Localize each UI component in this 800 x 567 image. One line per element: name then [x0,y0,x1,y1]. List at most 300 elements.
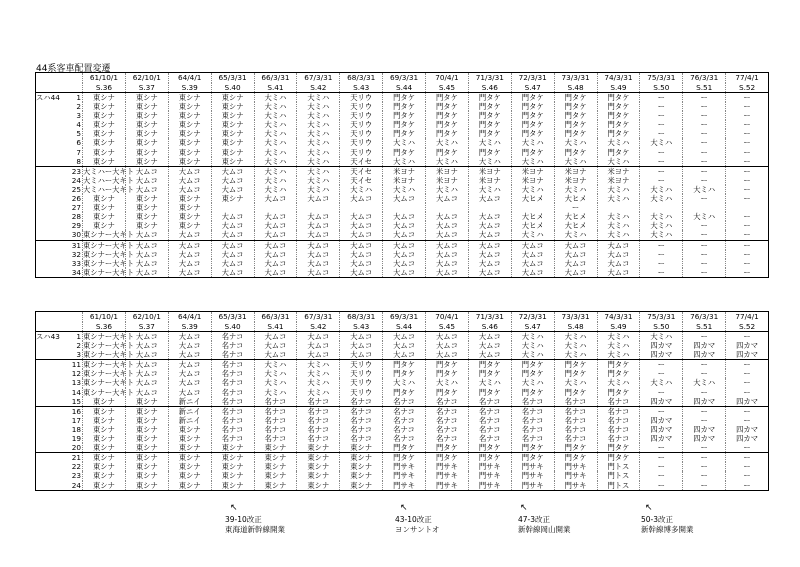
column-header-date: 69/3/31 [383,312,426,322]
assignment-cell: 東シナ [83,138,126,147]
assignment-cell: 東シナ [168,157,211,167]
assignment-cell: 門タケ [554,102,597,111]
assignment-cell: 東シナ [83,462,126,471]
column-header-date: 61/10/1 [83,312,126,322]
assignment-cell: 大ムコ [340,221,383,230]
assignment-cell: 大ミハ [297,185,340,194]
column-header-era: S.50 [640,322,683,332]
assignment-cell: 大ムコ [383,194,426,203]
assignment-cell-merged: 大ミハー大キト [83,166,135,176]
assignment-cell: 大ムコ [340,350,383,360]
table-row [36,471,769,480]
assignment-cell: 名ナコ [340,416,383,425]
row-label-spacer [36,369,72,378]
assignment-cell: 大ムコ [468,268,511,278]
assignment-cell: 東シナ [168,453,211,463]
assignment-cell: 大ミハ [597,350,640,360]
assignment-cell: 大ミハ [297,360,340,370]
table-row [36,378,769,387]
arrow-icon: ↖ [645,503,653,513]
assignment-cell: 東シナ [168,138,211,147]
assignment-cell: 天リウ [340,102,383,111]
assignment-cell: 四カマ [726,397,769,407]
assignment-cell: 門タケ [597,360,640,370]
table-row [36,230,769,240]
row-label-spacer [36,341,72,350]
assignment-cell: 門タケ [597,102,640,111]
column-header-date: 72/3/31 [511,73,554,83]
assignment-cell: 大ミハ [383,157,426,167]
assignment-cell: 大ムコ [468,341,511,350]
assignment-cell: 大ミハ [254,388,297,397]
assignment-cell: 東シナ [83,194,126,203]
assignment-cell: 門タケ [426,443,469,453]
assignment-cell: 大ムコ [125,166,168,176]
table-row [36,176,769,185]
assignment-cell: 大ムコ [211,221,254,230]
car-number: 17 [71,415,81,425]
assignment-cell: 大ミハ [597,230,640,240]
assignment-cell: 名ナコ [211,378,254,387]
assignment-cell: 門タケ [426,129,469,138]
assignment-cell: 名ナコ [554,406,597,416]
assignment-cell: 門タケ [383,120,426,129]
column-header-date: 62/10/1 [125,312,168,322]
column-header-era: S.42 [297,322,340,332]
assignment-cell: 名ナコ [254,406,297,416]
assignment-cell: ー [683,138,726,147]
assignment-cell: 大ムコ [383,221,426,230]
table-row [36,212,769,221]
column-header-date: 70/4/1 [426,312,469,322]
assignment-cell: 大ムコ [426,341,469,350]
assignment-cell: 門タケ [468,443,511,453]
assignment-cell: 東シナ [211,443,254,453]
assignment-cell: ー [726,93,769,103]
assignment-cell: 名ナコ [254,425,297,434]
column-header-era: S.49 [597,322,640,332]
assignment-cell: 大ムコ [297,250,340,259]
assignment-cell: 名ナコ [383,416,426,425]
assignment-cell: 門タケ [597,443,640,453]
assignment-cell: 門タケ [597,93,640,103]
assignment-cell: ー [726,481,769,491]
car-number: 2 [76,341,81,351]
assignment-cell: 大ミハ [511,350,554,360]
assignment-cell: 門タケ [554,388,597,397]
assignment-cell: 大ムコ [511,268,554,278]
row-label-spacer [36,416,72,425]
car-type-label: スハ43 [36,332,60,341]
assignment-cell: 四カマ [640,397,683,407]
assignment-cell: 東シナ [211,93,254,103]
assignment-cell: ー [726,406,769,416]
assignment-cell: 天リウ [340,378,383,387]
assignment-cell: 名ナコ [554,434,597,443]
assignment-cell: 大ミハ [640,332,683,342]
assignment-cell: 大ムコ [125,230,168,240]
assignment-cell: 東シナ [168,434,211,443]
assignment-cell: 東シナ [168,443,211,453]
assignment-cell: ー [726,332,769,342]
row-label-spacer [36,221,72,230]
assignment-cell: 大ムコ [211,176,254,185]
assignment-cell: 大ムコ [383,230,426,240]
assignment-cell: 門タケ [554,443,597,453]
assignment-cell: ー [640,129,683,138]
assignment-cell: 大ムコ [211,166,254,176]
assignment-cell: 大ムコ [340,240,383,250]
assignment-cell: 大ムコ [468,221,511,230]
table-row [36,369,769,378]
assignment-cell: 門タケ [426,93,469,103]
assignment-cell: ー [640,157,683,167]
assignment-cell: 名ナコ [254,397,297,407]
column-header-era: S.44 [383,83,426,93]
assignment-cell: 名ナコ [340,397,383,407]
assignment-cell: 大ミハ [254,166,297,176]
assignment-cell-merged: 大ミハー大キト [83,184,135,194]
assignment-cell: 門タケ [383,360,426,370]
assignment-cell: 名ナコ [511,397,554,407]
assignment-cell: 名ナコ [340,434,383,443]
car-number: 26 [71,194,81,204]
assignment-cell [211,203,254,212]
assignment-cell: 東シナ [254,453,297,463]
assignment-cell: ー [726,369,769,378]
assignment-cell: 門タケ [554,360,597,370]
row-label-spacer [36,166,72,176]
assignment-cell: 東シナ [211,148,254,157]
assignment-cell: 大ミハ [254,378,297,387]
assignment-cell: 大ミハ [426,185,469,194]
assignment-cell: ー [640,148,683,157]
assignment-cell: 名ナコ [597,425,640,434]
header-corner [36,83,83,93]
assignment-cell: 名ナコ [554,416,597,425]
assignment-cell: 門サキ [426,471,469,480]
assignment-cell: 大ムコ [340,212,383,221]
revision-note-1968 [395,515,439,535]
assignment-cell: 門タケ [597,129,640,138]
table-row [36,453,769,463]
assignment-cell: 大ミハ [297,111,340,120]
assignment-cell: 門タケ [468,93,511,103]
assignment-cell: 東シナ [125,138,168,147]
assignment-cell: 大ミハ [683,185,726,194]
assignment-cell: 東シナ [254,471,297,480]
assignment-cell: 四カマ [640,341,683,350]
revision-note-1964 [225,515,285,535]
assignment-cell: 大ムコ [511,250,554,259]
assignment-cell-merged: 東シナー大キト [83,240,135,250]
assignment-cell: ー [726,259,769,268]
assignment-cell: 東シナ [340,462,383,471]
row-label-spacer [36,194,72,203]
assignment-cell: 大ムコ [125,268,168,278]
assignment-cell: 大ムコ [297,194,340,203]
assignment-cell: 四カマ [683,434,726,443]
assignment-cell: 東シナ [168,471,211,480]
assignment-cell: 門タケ [554,453,597,463]
assignment-cell: 名ナコ [554,425,597,434]
assignment-cell: 大ミハ [254,102,297,111]
column-header-date: 66/3/31 [254,73,297,83]
car-number: 7 [76,147,81,157]
assignment-cell: 東シナ [297,481,340,491]
assignment-cell: 東シナ [297,453,340,463]
assignment-cell: 東シナ [340,443,383,453]
column-header-era: S.47 [511,322,554,332]
assignment-cell-merged: 東シナー大キト [83,341,135,351]
assignment-cell: 門サキ [468,462,511,471]
assignment-cell: 門サキ [383,481,426,491]
assignment-cell: ー [726,250,769,259]
assignment-cell: 米ヨナ [468,166,511,176]
car-number: 5 [76,129,81,139]
column-header-era: S.43 [340,83,383,93]
note-caption: 東海道新幹線開業 [225,525,285,534]
row-label-spacer [36,360,72,370]
assignment-cell: 四カマ [640,416,683,425]
assignment-cell: ー [683,360,726,370]
assignment-cell: 大ヒメ [554,194,597,203]
assignment-cell: 名ナコ [211,360,254,370]
table-row [36,462,769,471]
assignment-cell: 東シナ [254,443,297,453]
assignment-cell: 大ムコ [554,250,597,259]
column-header-date: 64/4/1 [168,312,211,322]
assignment-cell: 東シナ [125,453,168,463]
assignment-cell: 天リウ [340,138,383,147]
column-header-era: S.40 [211,322,254,332]
assignment-cell: ー [683,120,726,129]
column-header-date: 70/4/1 [426,73,469,83]
assignment-cell: 門タケ [426,388,469,397]
row-label-spacer [36,212,72,221]
assignment-cell: 東シナ [125,481,168,491]
assignment-cell: 大ミハ [640,221,683,230]
car-number: 25 [71,184,81,194]
assignment-cell: 門タケ [554,93,597,103]
assignment-cell: 大ミハ [597,221,640,230]
row-label-spacer [36,240,72,250]
assignment-cell: 名ナコ [468,416,511,425]
assignment-cell: 門トス [597,462,640,471]
assignment-cell: 門タケ [426,360,469,370]
assignment-cell: 東シナ [211,138,254,147]
assignment-cell: 大ムコ [254,332,297,342]
assignment-cell: 東シナ [254,462,297,471]
column-header-date: 61/10/1 [83,73,126,83]
assignment-cell: 大ムコ [383,259,426,268]
assignment-cell: 門タケ [468,360,511,370]
car-number: 16 [71,406,81,416]
assignment-cell: 四カマ [726,434,769,443]
assignment-cell: ー [683,443,726,453]
assignment-cell: 大ムコ [426,221,469,230]
assignment-cell: ー [640,481,683,491]
assignment-cell: 大ムコ [168,176,211,185]
assignment-cell: 東シナ [211,120,254,129]
assignment-cell: 大ムコ [168,166,211,176]
assignment-cell: ー [683,129,726,138]
assignment-cell: 大ミハ [554,138,597,147]
assignment-cell: 大ムコ [383,212,426,221]
assignment-cell: 東シナ [211,102,254,111]
assignment-cell: 大ミハ [297,166,340,176]
assignment-cell: 門タケ [468,369,511,378]
assignment-cell: 東シナ [125,443,168,453]
assignment-cell: 門タケ [468,388,511,397]
assignment-cell: 東シナ [168,93,211,103]
assignment-cell: 大ムコ [426,250,469,259]
assignment-cell: 名ナコ [340,406,383,416]
assignment-cell: 大ミハ [597,378,640,387]
assignment-cell: 門タケ [597,453,640,463]
assignment-cell: ー [683,259,726,268]
column-header-date: 77/4/1 [726,73,769,83]
row-label-spacer [36,120,72,129]
row-label-spacer [36,443,72,453]
assignment-cell: 大ムコ [297,230,340,240]
assignment-cell: 名ナコ [211,341,254,350]
row-label-spacer [36,185,72,194]
assignment-cell: 大ムコ [297,221,340,230]
assignment-cell: 大ムコ [168,350,211,360]
assignment-cell: 門タケ [468,129,511,138]
assignment-cell: 大ミハ [297,157,340,167]
assignment-cell: 門タケ [554,120,597,129]
assignment-cell: 大ムコ [426,212,469,221]
assignment-cell: ー [726,268,769,278]
assignment-cell: 名ナコ [468,434,511,443]
assignment-cell: 天リウ [340,369,383,378]
assignment-cell: ー [640,369,683,378]
assignment-cell: 大ミハ [511,378,554,387]
assignment-cell-merged: 東シナー大キト [83,378,135,388]
assignment-cell: 門タケ [426,453,469,463]
column-header-era: S.51 [683,83,726,93]
revision-note-1972 [518,515,571,535]
assignment-cell-merged: 東シナー大キト [83,267,135,277]
assignment-cell: 大ミハ [254,369,297,378]
assignment-cell: 四カマ [683,341,726,350]
assignment-cell: ー [640,388,683,397]
row-label-spacer [36,259,72,268]
assignment-cell: 東シナ [83,212,126,221]
assignment-cell: 大ムコ [211,240,254,250]
assignment-cell: 東シナ [168,221,211,230]
assignment-cell: 天リウ [340,360,383,370]
row-label-spacer [36,268,72,278]
assignment-cell-merged: 東シナー大キト [83,360,135,370]
assignment-cell: 大ムコ [125,378,168,387]
assignment-cell: 大ムコ [383,268,426,278]
assignment-cell: 米ヨナ [597,166,640,176]
assignment-cell: 門タケ [511,111,554,120]
assignment-cell: ー [683,102,726,111]
car-number: 3 [76,111,81,121]
assignment-cell: 名ナコ [511,425,554,434]
assignment-cell: 大ミハ [426,378,469,387]
car-number: 23 [71,166,81,176]
assignment-cell: 大ムコ [168,378,211,387]
assignment-cell: ー [726,416,769,425]
car-number: 2 [76,102,81,112]
assignment-cell: 大ムコ [211,268,254,278]
assignment-cell: 大ムコ [168,250,211,259]
column-header-date: 65/3/31 [211,312,254,322]
assignment-cell: 大ミハ [640,230,683,240]
assignment-cell: 東シナ [297,471,340,480]
assignment-cell: 東シナ [297,462,340,471]
assignment-cell: 大ミハ [254,176,297,185]
assignment-cell: 大ムコ [254,341,297,350]
assignment-cell: ー [726,443,769,453]
column-header-era: S.48 [554,83,597,93]
assignment-cell: 大ムコ [125,388,168,397]
assignment-cell: 東シナ [168,111,211,120]
car-number: 31 [71,240,81,250]
assignment-cell: 大ムコ [297,332,340,342]
assignment-cell-merged: 大ミハー大キト [83,175,135,185]
row-label-spacer [36,471,72,480]
header-row-eras [36,322,769,332]
assignment-cell [511,203,554,212]
column-header-date: 74/3/31 [597,73,640,83]
assignment-cell: 門タケ [554,111,597,120]
assignment-cell: 米ヨナ [511,176,554,185]
assignment-cell: 大ミハ [554,230,597,240]
assignment-cell: 大ムコ [297,259,340,268]
assignment-cell: 大ムコ [468,230,511,240]
car-number: 24 [71,480,81,490]
row-label-spacer [36,462,72,471]
assignment-cell: 東シナ [211,129,254,138]
assignment-cell: 四カマ [683,397,726,407]
assignment-cell: 大ムコ [168,341,211,350]
assignment-cell [383,203,426,212]
assignment-cell: ー [640,453,683,463]
assignment-cell: 東シナ [125,111,168,120]
table-row [36,481,769,491]
assignment-cell: 大ミハ [254,157,297,167]
assignment-cell: 名ナコ [383,434,426,443]
assignment-cell: 門タケ [511,102,554,111]
assignment-cell: 四カマ [726,425,769,434]
assignment-cell: 名ナコ [468,425,511,434]
assignment-cell: 大ムコ [554,268,597,278]
assignment-cell-merged: 東シナー大キト [83,230,135,240]
assignment-cell: 門タケ [426,102,469,111]
assignment-cell: 大ムコ [383,240,426,250]
column-header-era: S.45 [426,322,469,332]
assignment-cell: 大ミハ [297,102,340,111]
column-header-era: S.46 [468,83,511,93]
assignment-cell: 名ナコ [254,434,297,443]
assignment-cell: 大ミハ [254,93,297,103]
assignment-cell: 東シナ [168,194,211,203]
column-header-date: 72/3/31 [511,312,554,322]
assignment-cell: 天リウ [340,93,383,103]
assignment-cell: 東シナ [125,203,168,212]
assignment-cell: 名ナコ [297,406,340,416]
assignment-cell: 大ムコ [168,360,211,370]
row-label-spacer [36,176,72,185]
assignment-cell: ー [726,166,769,176]
assignment-cell: ー [640,176,683,185]
